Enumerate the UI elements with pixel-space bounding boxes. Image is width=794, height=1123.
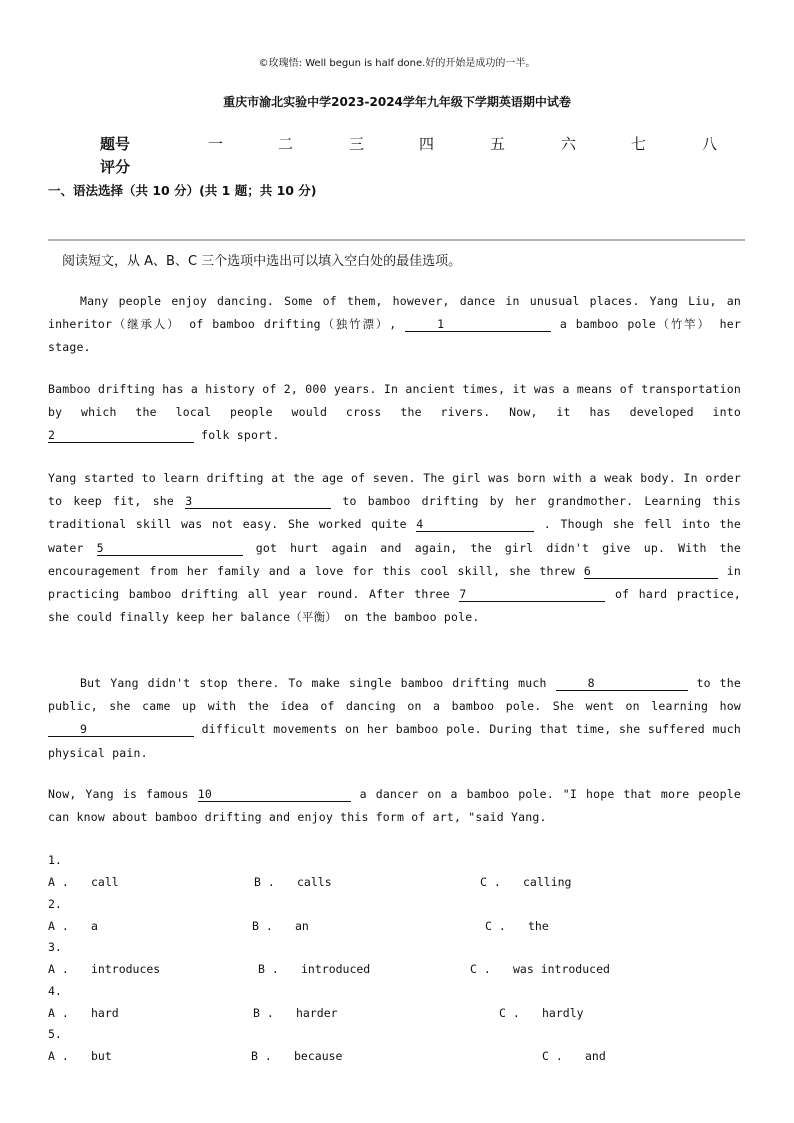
option-2a[interactable] — [48, 919, 98, 933]
option-1a[interactable] — [48, 875, 119, 889]
option-label: A . — [48, 919, 69, 933]
option-text: call — [91, 875, 119, 889]
score-col-5: 五 — [490, 135, 506, 153]
option-5b[interactable] — [251, 1049, 343, 1063]
text: Many people enjoy dancing. Some of them, however, dance in unusual places. Yang Liu, an inheritor（继承人） of bamboo drifting（独竹漂）, — [48, 294, 741, 332]
option-1b[interactable] — [254, 875, 332, 889]
blank-2[interactable]: 2 — [48, 428, 194, 443]
option-4b[interactable] — [253, 1006, 338, 1020]
option-5a[interactable] — [48, 1049, 112, 1063]
score-col-1: 一 — [208, 135, 224, 153]
option-label: B . — [253, 1006, 274, 1020]
score-row-score-label: 评分 — [100, 158, 131, 176]
score-col-3: 三 — [349, 135, 365, 153]
option-text: hard — [91, 1006, 119, 1020]
option-label: B . — [258, 962, 279, 976]
option-text: calling — [523, 875, 572, 889]
paragraph-1 — [48, 290, 741, 360]
text: Bamboo drifting has a history of 2, 000 years. In ancient times, it was a means of transportation by which the local people would cross the rivers. Now, it has developed into — [48, 382, 741, 420]
option-4a[interactable] — [48, 1006, 119, 1020]
blank-4[interactable]: 4 — [416, 517, 534, 532]
option-3b[interactable] — [258, 962, 371, 976]
text: in practicing bamboo drifting all year round. After three — [48, 563, 741, 602]
divider — [48, 239, 745, 241]
blank-9[interactable]: 9 — [48, 722, 194, 737]
option-text: because — [294, 1049, 343, 1063]
option-3a[interactable] — [48, 962, 161, 976]
option-label: C . — [470, 962, 491, 976]
paragraph-2 — [48, 378, 741, 448]
text: a bamboo pole（竹竿） her stage. — [48, 317, 742, 355]
option-text: introduced — [301, 962, 371, 976]
score-col-6: 六 — [561, 135, 577, 153]
question-number-1: 1. — [48, 853, 62, 867]
paragraph-5 — [48, 783, 741, 829]
option-2b[interactable] — [252, 919, 309, 933]
blank-3[interactable]: 3 — [185, 494, 331, 509]
option-label: B . — [254, 875, 275, 889]
text: folk sport. — [201, 428, 280, 443]
blank-6[interactable]: 6 — [584, 564, 718, 579]
option-label: A . — [48, 875, 69, 889]
text: a dancer on a bamboo pole. "I hope that more people can know about bamboo drifting and enjoy this form of art, "said Yang. — [48, 787, 741, 825]
option-text: hardly — [542, 1006, 584, 1020]
section-heading: 一、语法选择（共 10 分）(共 1 题；共 10 分) — [48, 183, 317, 198]
option-label: A . — [48, 1049, 69, 1063]
paragraph-4 — [48, 672, 741, 765]
text: Yang started to learn drifting at the age of seven. The girl was born with a weak body. In order to keep fit, she — [48, 471, 741, 509]
text: But Yang didn't stop there. To make single bamboo drifting much — [80, 676, 547, 690]
question-number-5: 5. — [48, 1027, 62, 1041]
option-text: harder — [296, 1006, 338, 1020]
option-label: C . — [499, 1006, 520, 1020]
text: to the public, she came up with the idea of dancing on a bamboo pole. She went on learning how — [48, 676, 742, 714]
option-1c[interactable] — [480, 875, 572, 889]
option-label: A . — [48, 1006, 69, 1020]
option-text: but — [91, 1049, 112, 1063]
option-label: C . — [485, 919, 506, 933]
question-number-3: 3. — [48, 940, 62, 954]
blank-8[interactable]: 8 — [556, 676, 688, 691]
score-col-7: 七 — [631, 135, 647, 153]
motto-line: ©玫瑰悟: Well begun is half done.好的开始是成功的一半。 — [258, 58, 536, 69]
text: to bamboo drifting by her grandmother. Learning this traditional skill was not easy. She worked quite — [48, 494, 741, 532]
question-number-2: 2. — [48, 897, 62, 911]
option-5c[interactable] — [542, 1049, 606, 1063]
option-text: a — [91, 919, 98, 933]
option-label: B . — [251, 1049, 272, 1063]
text: of hard practice, she could finally keep her balance（平衡） on the bamboo pole. — [48, 587, 741, 625]
option-4c[interactable] — [499, 1006, 584, 1020]
score-col-8: 八 — [702, 135, 718, 153]
text: . Though she fell into the water — [48, 517, 742, 555]
option-text: calls — [297, 875, 332, 889]
option-text: the — [528, 919, 549, 933]
exam-title: 重庆市渝北实验中学2023-2024学年九年级下学期英语期中试卷 — [223, 95, 571, 109]
option-label: A . — [48, 962, 69, 976]
text: got hurt again and again, the girl didn't give up. With the encouragement from her family and a love for this cool skill, she threw — [48, 540, 742, 578]
blank-1[interactable]: 1 — [405, 317, 551, 332]
option-label: B . — [252, 919, 273, 933]
text: Now, Yang is famous — [48, 787, 189, 801]
paragraph-3 — [48, 467, 741, 629]
option-label: C . — [542, 1049, 563, 1063]
instruction: 阅读短文，从 A、B、C 三个选项中选出可以填入空白处的最佳选项。 — [62, 254, 462, 269]
question-number-4: 4. — [48, 984, 62, 998]
score-row-question-label: 题号 — [100, 135, 131, 153]
text: difficult movements on her bamboo pole. During that time, she suffered much physical pain. — [48, 722, 741, 760]
option-3c[interactable] — [470, 962, 610, 976]
option-text: and — [585, 1049, 606, 1063]
blank-10[interactable]: 10 — [198, 787, 351, 802]
blank-5[interactable]: 5 — [97, 541, 243, 556]
option-text: was introduced — [513, 962, 610, 976]
score-col-2: 二 — [278, 135, 294, 153]
option-label: C . — [480, 875, 501, 889]
score-col-4: 四 — [419, 135, 435, 153]
option-text: an — [295, 919, 309, 933]
option-2c[interactable] — [485, 919, 549, 933]
blank-7[interactable]: 7 — [459, 587, 605, 602]
option-text: introduces — [91, 962, 161, 976]
